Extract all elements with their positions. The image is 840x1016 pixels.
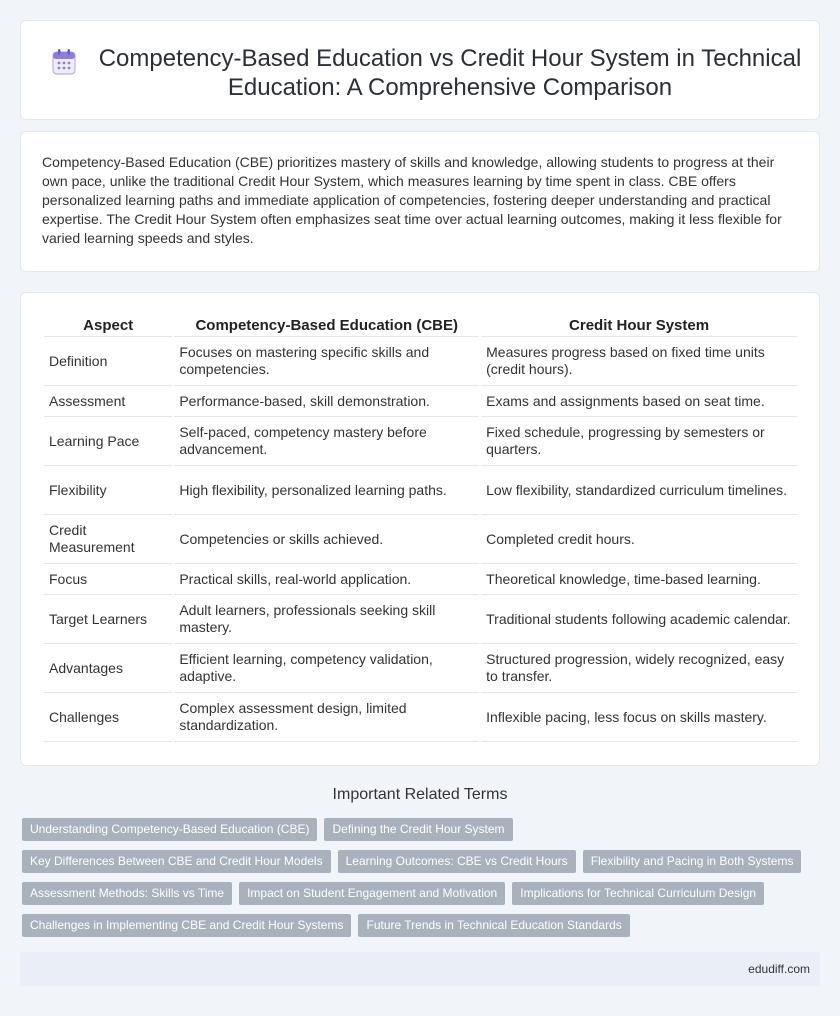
cbe-cell: Efficient learning, competency validation, adaptive. xyxy=(174,644,479,693)
related-term-tag[interactable]: Impact on Student Engagement and Motivation xyxy=(239,882,505,905)
site-link[interactable]: edudiff.com xyxy=(748,962,810,976)
table-row xyxy=(44,337,797,386)
aspect-cell: Learning Pace xyxy=(44,417,172,466)
related-term-tag[interactable]: Defining the Credit Hour System xyxy=(324,818,512,841)
credit-hour-cell: Structured progression, widely recognized, easy to transfer. xyxy=(481,644,797,693)
comparison-card xyxy=(20,292,820,766)
related-term-tag[interactable]: Understanding Competency-Based Education (CBE) xyxy=(22,818,317,841)
aspect-cell: Advantages xyxy=(44,644,172,693)
cbe-cell: Competencies or skills achieved. xyxy=(174,515,479,564)
table-row xyxy=(44,595,797,644)
aspect-cell: Definition xyxy=(44,337,172,386)
comparison-table xyxy=(42,314,799,742)
credit-hour-cell: Exams and assignments based on seat time. xyxy=(481,386,797,417)
calendar-icon xyxy=(51,48,77,76)
related-term-tag[interactable]: Future Trends in Technical Education Standards xyxy=(358,914,629,937)
aspect-cell: Assessment xyxy=(44,386,172,417)
aspect-cell: Flexibility xyxy=(44,466,172,515)
related-terms-tags xyxy=(22,818,822,937)
header-credit-hour: Credit Hour System xyxy=(481,314,797,337)
cbe-cell: High flexibility, personalized learning paths. xyxy=(174,466,479,515)
credit-hour-cell: Inflexible pacing, less focus on skills mastery. xyxy=(481,693,797,742)
cbe-cell: Self-paced, competency mastery before advancement. xyxy=(174,417,479,466)
header-card xyxy=(20,20,820,120)
intro-card xyxy=(20,131,820,272)
credit-hour-cell: Theoretical knowledge, time-based learning. xyxy=(481,564,797,595)
aspect-cell: Focus xyxy=(44,564,172,595)
table-row xyxy=(44,386,797,417)
table-header-row xyxy=(44,314,797,337)
table-row xyxy=(44,466,797,515)
aspect-cell: Challenges xyxy=(44,693,172,742)
credit-hour-cell: Measures progress based on fixed time units (credit hours). xyxy=(481,337,797,386)
cbe-cell: Practical skills, real-world application. xyxy=(174,564,479,595)
table-row xyxy=(44,644,797,693)
related-term-tag[interactable]: Implications for Technical Curriculum Design xyxy=(512,882,764,905)
aspect-cell: Target Learners xyxy=(44,595,172,644)
intro-paragraph: Competency-Based Education (CBE) prioritizes mastery of skills and knowledge, allowing students to progress at their own pace, unlike the traditional Credit Hour System, which measures learning by time spent in class. CBE offers personalized learning paths and immediate application of competencies, fostering deeper understanding and practical expertise. The Credit Hour System often emphasizes seat time over actual learning outcomes, making it less flexible for varied learning speeds and styles. xyxy=(42,154,782,246)
related-term-tag[interactable]: Learning Outcomes: CBE vs Credit Hours xyxy=(338,850,576,873)
cbe-cell: Focuses on mastering specific skills and competencies. xyxy=(174,337,479,386)
related-terms-heading: Important Related Terms xyxy=(332,786,508,803)
cbe-cell: Complex assessment design, limited standardization. xyxy=(174,693,479,742)
table-row xyxy=(44,515,797,564)
credit-hour-cell: Traditional students following academic calendar. xyxy=(481,595,797,644)
credit-hour-cell: Completed credit hours. xyxy=(481,515,797,564)
table-row xyxy=(44,417,797,466)
header-aspect: Aspect xyxy=(44,314,172,337)
related-term-tag[interactable]: Challenges in Implementing CBE and Credit Hour Systems xyxy=(22,914,351,937)
header-cbe: Competency-Based Education (CBE) xyxy=(174,314,479,337)
cbe-cell: Performance-based, skill demonstration. xyxy=(174,386,479,417)
table-row xyxy=(44,564,797,595)
cbe-cell: Adult learners, professionals seeking skill mastery. xyxy=(174,595,479,644)
page-title: Competency-Based Education vs Credit Hour System in Technical Education: A Comprehensive Comparison xyxy=(98,45,802,101)
aspect-cell: Credit Measurement xyxy=(44,515,172,564)
related-term-tag[interactable]: Key Differences Between CBE and Credit Hour Models xyxy=(22,850,331,873)
footer xyxy=(20,952,820,986)
table-row xyxy=(44,693,797,742)
credit-hour-cell: Fixed schedule, progressing by semesters or quarters. xyxy=(481,417,797,466)
related-term-tag[interactable]: Assessment Methods: Skills vs Time xyxy=(22,882,232,905)
related-term-tag[interactable]: Flexibility and Pacing in Both Systems xyxy=(583,850,802,873)
credit-hour-cell: Low flexibility, standardized curriculum timelines. xyxy=(481,466,797,515)
